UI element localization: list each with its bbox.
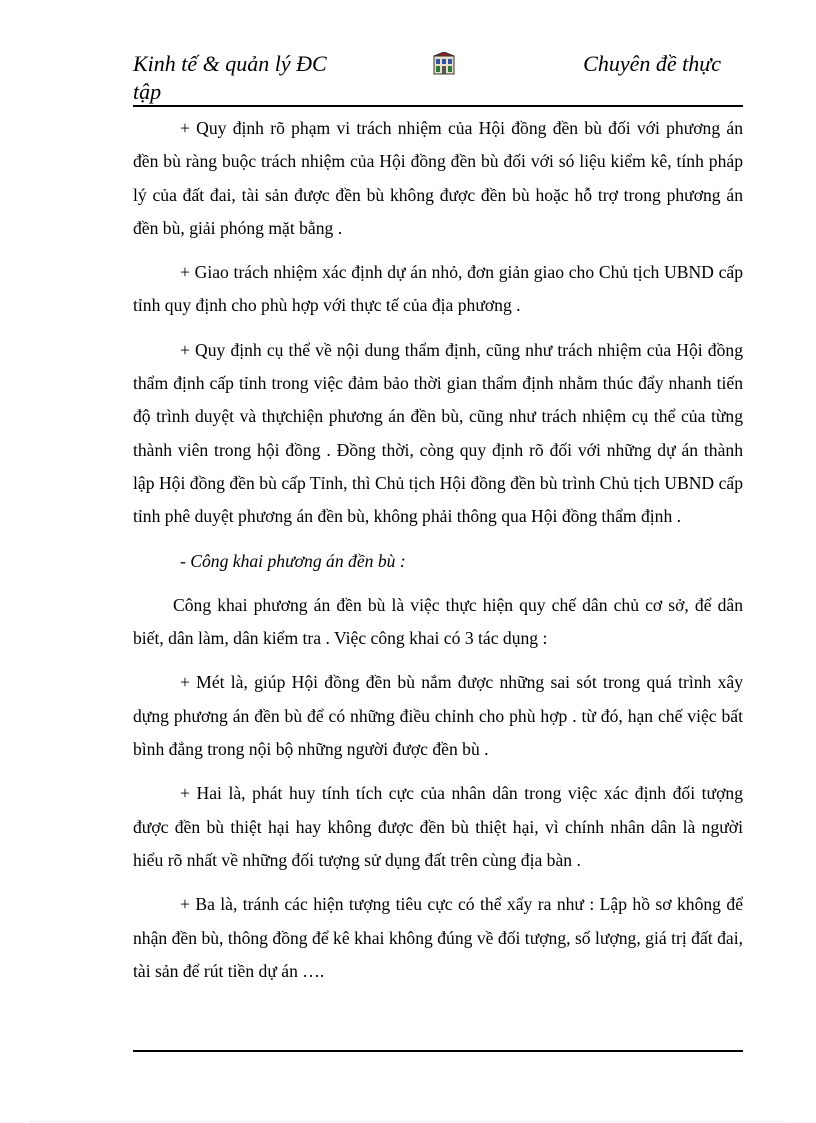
paragraph-effect-two: + Hai là, phát huy tính tích cực của nhân dân trong việc xác định đối tượng được đền bù thiệt hại hay không được đền bù thiệt hại, vì chính nhân dân là người hiểu rõ nhất về những đối tượng sử dụng đất trên cùng địa bàn . — [133, 783, 743, 870]
document-body — [133, 112, 743, 999]
page-edge — [30, 1121, 786, 1122]
section-heading-public-disclosure: - Công khai phương án đền bù : — [180, 550, 406, 571]
paragraph-scope-responsibility: + Quy định rõ phạm vi trách nhiệm của Hội đồng đền bù đối với phương án đền bù ràng buộc trách nhiệm của Hội đồng đền bù đối với só liệu kiểm kê, tính pháp lý của đất đai, tài sản được đền bù không được đền bù hoặc hỗ trợ trong phương án đền bù, giải phóng mặt bằng . — [133, 118, 743, 238]
school-emblem-icon — [433, 52, 455, 76]
paragraph-effect-three: + Ba là, tránh các hiện tượng tiêu cực có thể xẩy ra như : Lập hồ sơ không để nhận đền bù, thông đồng để kê khai không đúng về đối tượng, số lượng, giá trị đất đai, tài sản để rút tiền dự án …. — [133, 894, 743, 981]
paragraph-effect-one: + Mét là, giúp Hội đồng đền bù nắm được những sai sót trong quá trình xây dựng phương án đền bù để có những điều chỉnh cho phù hợp . từ đó, hạn chế việc bất bình đẳng trong nội bộ những người được đền bù . — [133, 672, 743, 760]
paragraph-assign-small-projects: + Giao trách nhiệm xác định dự án nhỏ, đơn giản giao cho Chủ tịch UBND cấp tỉnh quy định cho phù hợp với thực tế của địa phương . — [133, 262, 743, 316]
header-divider — [133, 105, 743, 107]
page-header — [133, 50, 743, 106]
header-right-title: Chuyên đề thực — [583, 51, 721, 76]
footer-divider — [133, 1050, 743, 1052]
paragraph-disclosure-intro: Công khai phương án đền bù là việc thực hiện quy chế dân chủ cơ sở, để dân biết, dân làm, dân kiểm tra . Việc công khai có 3 tác dụng : — [133, 594, 743, 649]
paragraph-appraisal-content: + Quy định cụ thể về nội dung thẩm định, cũng như trách nhiệm của Hội đồng thẩm định cấp tỉnh trong việc đảm bảo thời gian thẩm định nhằm thúc đẩy nhanh tiến độ trình duyệt và thựchiện phương án đền bù, cũng như trách nhiệm cụ thể của từng thành viên trong hội đồng . Đồng thời, còng quy định rõ đối với những dự án thành lập Hội đồng đền bù cấp Tỉnh, thì Chủ tịch Hội đồng đền bù trình Chủ tịch UBND cấp tỉnh phê duyệt phương án đền bù, không phải thông qua Hội đồng thẩm định . — [133, 339, 743, 527]
header-left-title: Kinh tế & quản lý ĐC tập — [133, 51, 327, 104]
